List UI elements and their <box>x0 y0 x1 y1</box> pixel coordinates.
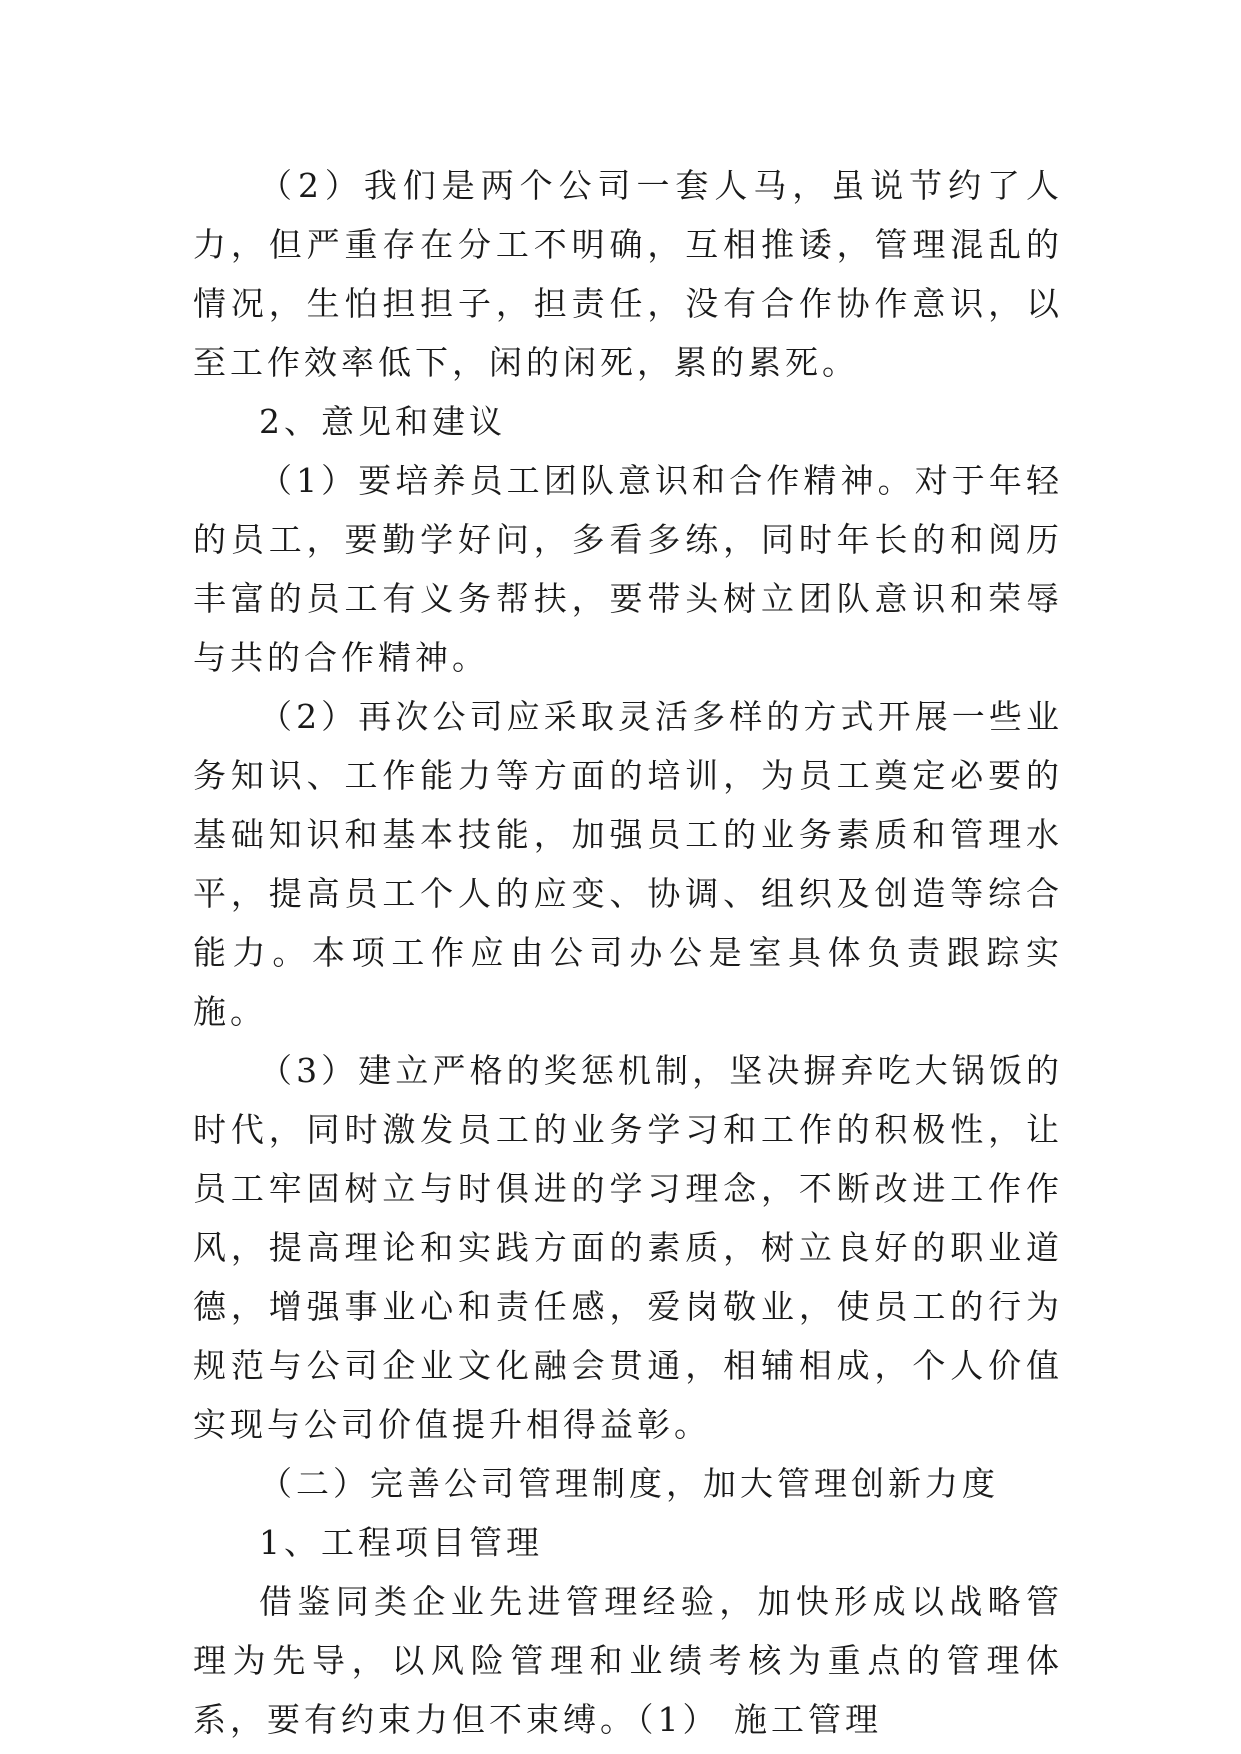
section-heading-suggestions: 2、意见和建议 <box>259 402 506 441</box>
paragraph-issue-2: （2）我们是两个公司一套人马，虽说节约了人力，但严重存在分工不明确，互相推诿，管理混乱的情况，生怕担担子，担责任，没有合作协作意识，以至工作效率低下，闲的闲死，累的累死。 <box>193 166 1063 382</box>
paragraph-suggestion-2: （2）再次公司应采取灵活多样的方式开展一些业务知识、工作能力等方面的培训，为员工奠定必要的基础知识和基本技能，加强员工的业务素质和管理水平，提高员工个人的应变、协调、组织及创造等综合能力。本项工作应由公司办公是室具体负责跟踪实施。 <box>193 697 1063 1031</box>
section-heading-management: （二）完善公司管理制度，加大管理创新力度 <box>259 1464 999 1503</box>
document-body <box>193 156 1063 1749</box>
paragraph-suggestion-3: （3）建立严格的奖惩机制，坚决摒弃吃大锅饭的时代，同时激发员工的业务学习和工作的积极性，让员工牢固树立与时俱进的学习理念，不断改进工作作风，提高理论和实践方面的素质，树立良好的职业道德，增强事业心和责任感，爱岗敬业，使员工的行为规范与公司企业文化融会贯通，相辅相成，个人价值实现与公司价值提升相得益彰。 <box>193 1051 1063 1444</box>
paragraph-suggestion-1: （1）要培养员工团队意识和合作精神。对于年轻的员工，要勤学好问，多看多练，同时年长的和阅历丰富的员工有义务帮扶，要带头树立团队意识和荣辱与共的合作精神。 <box>193 461 1063 677</box>
paragraph-project-management: 借鉴同类企业先进管理经验，加快形成以战略管理为先导，以风险管理和业绩考核为重点的管理体系，要有约束力但不束缚。（1） 施工管理 <box>193 1582 1063 1739</box>
subsection-heading-project: 1、工程项目管理 <box>259 1523 543 1562</box>
